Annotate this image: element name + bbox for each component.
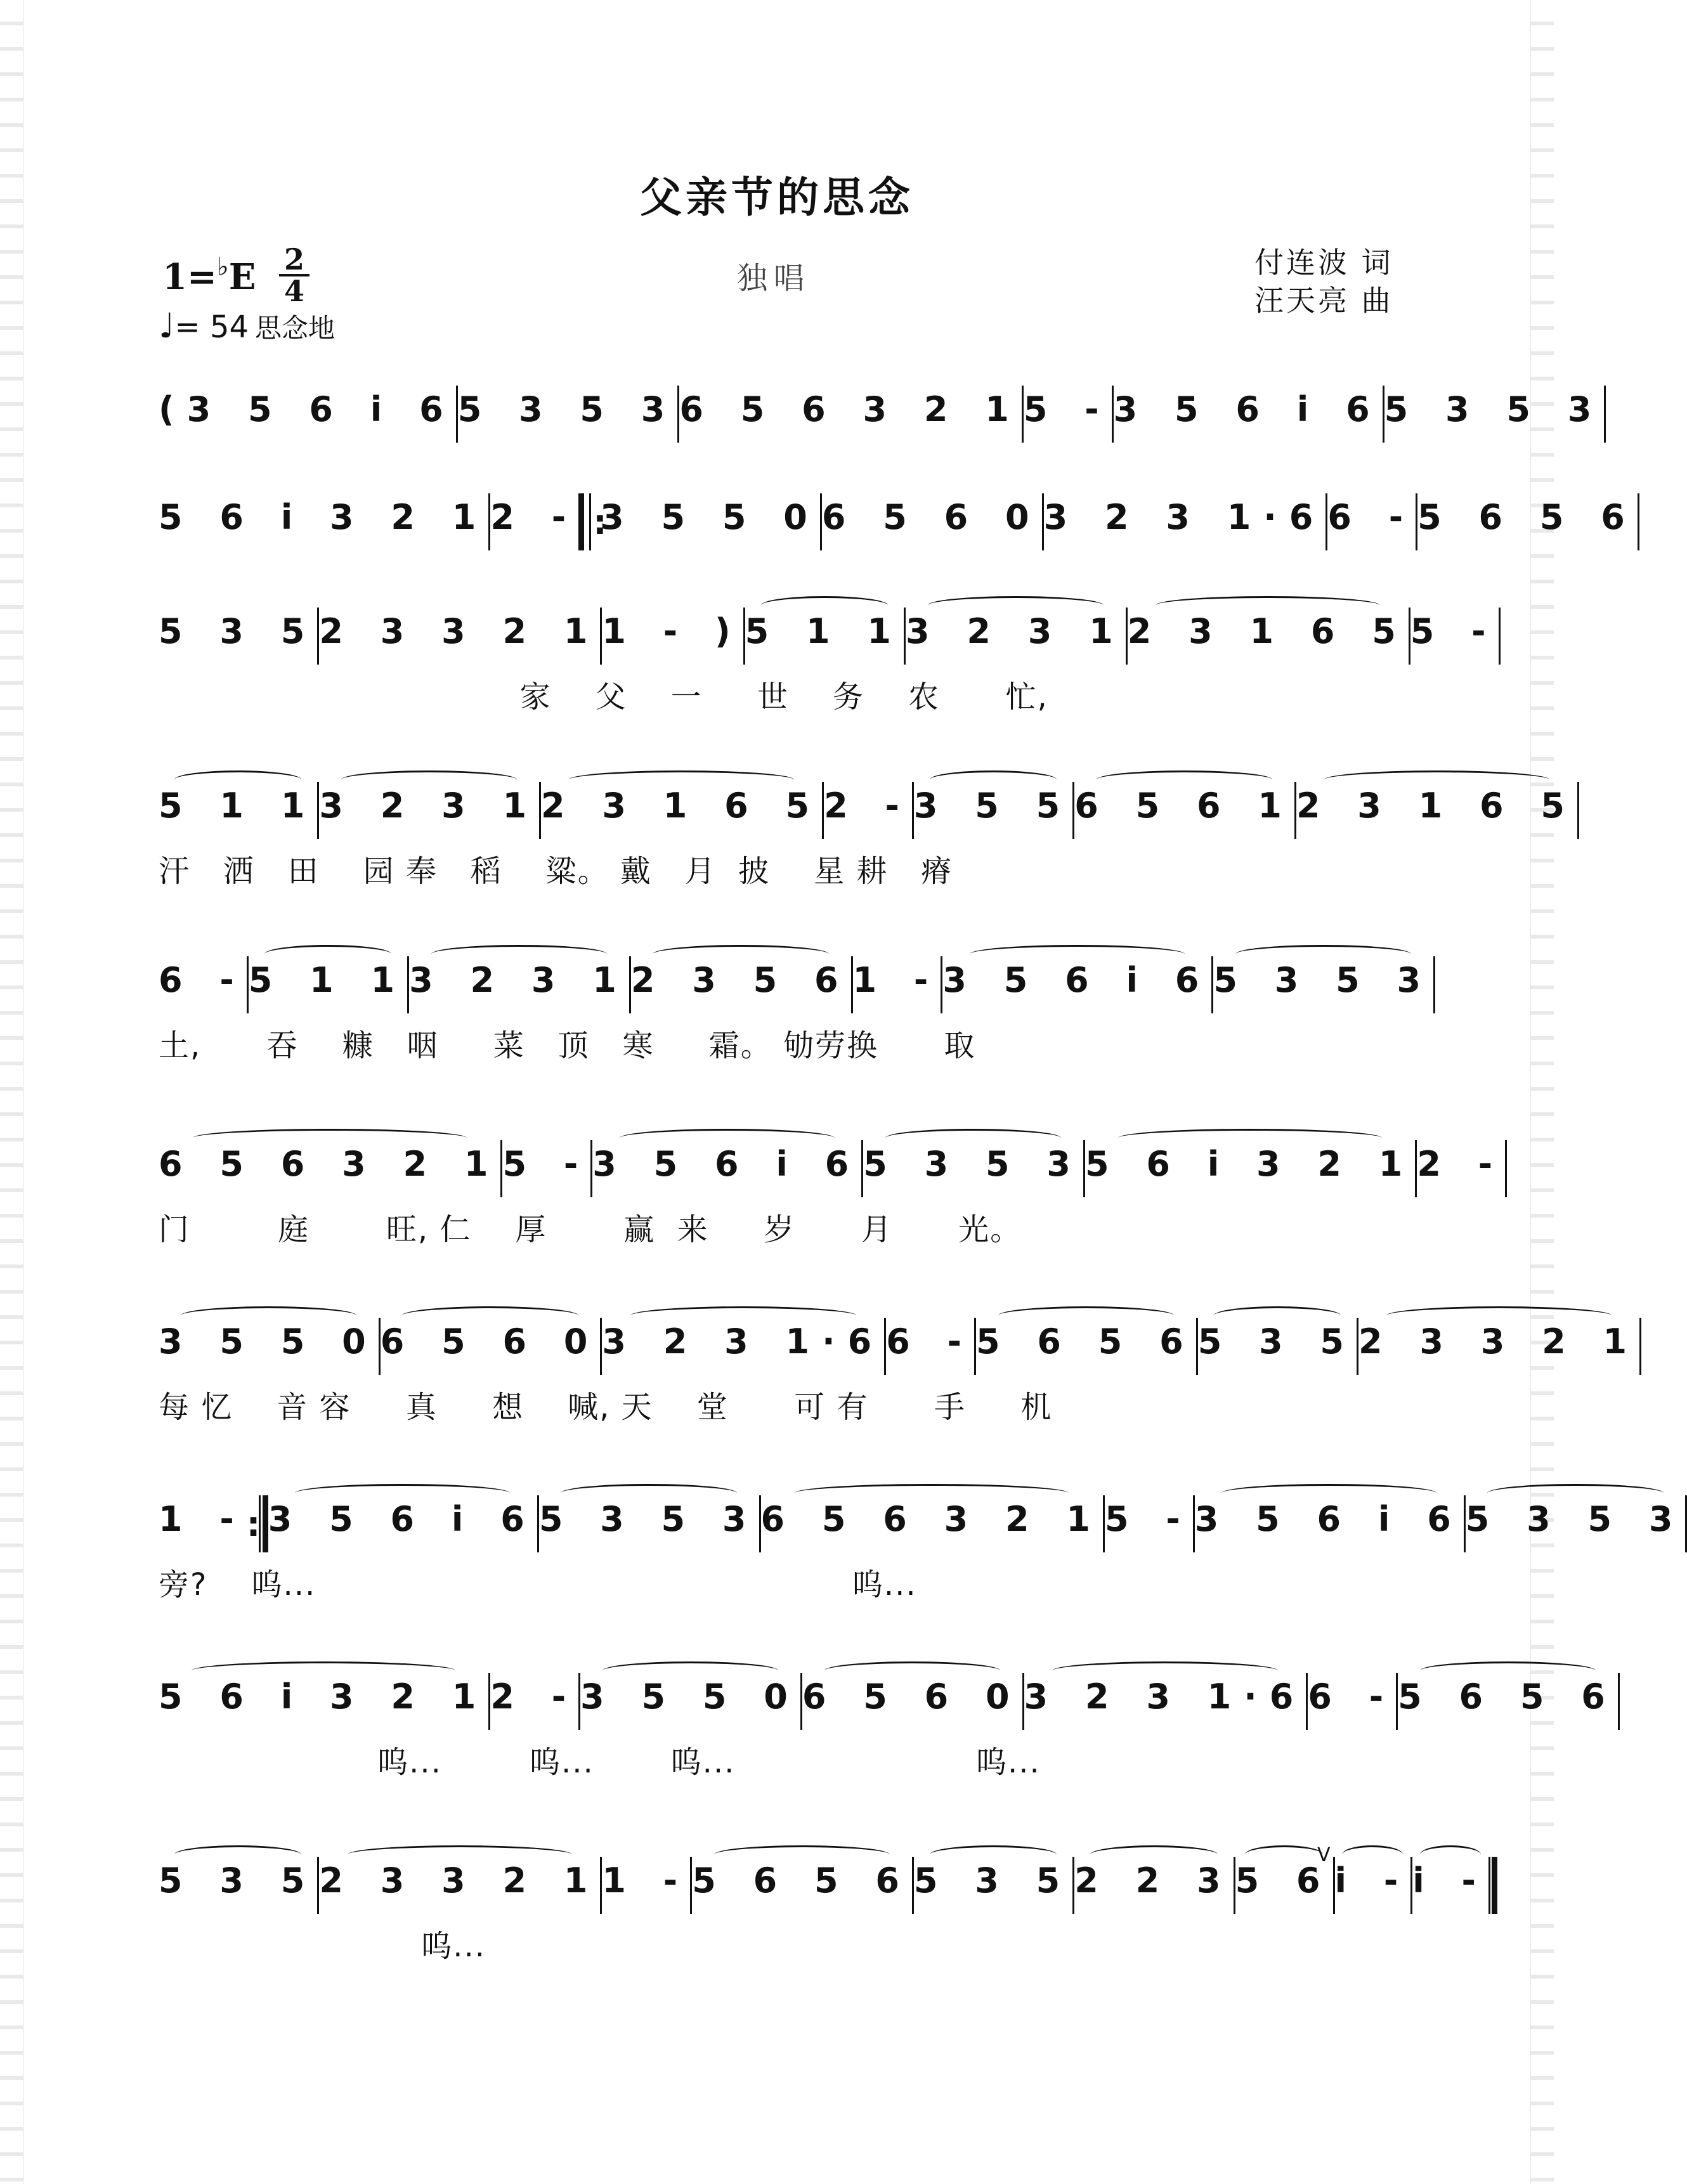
score-row [159, 770, 1578, 897]
measure [1327, 482, 1416, 558]
measure-notes: 5 3 5 3 [863, 1144, 1083, 1184]
measure [631, 945, 851, 1021]
measure [802, 1661, 1022, 1738]
score-row [159, 1661, 1618, 1788]
barline [1577, 782, 1579, 839]
measure [863, 1129, 1083, 1205]
measure [159, 374, 456, 450]
measure-notes: 6 5 6 0 [821, 497, 1042, 537]
measure [159, 482, 488, 558]
lyrics-line: 门 庭 旺, 仁 厚 赢 来 岁 月 光。 [159, 1212, 1022, 1247]
measure-notes: 1 - [159, 1499, 247, 1539]
measure-notes: 6 5 6 3 2 1 [760, 1499, 1103, 1539]
score-row [159, 945, 1434, 1072]
measure-notes: 3 5 6 i 6 [592, 1144, 862, 1184]
measure-notes: 2 - [490, 1677, 579, 1717]
tempo-marking: ♩= 54 思念地 [159, 306, 335, 346]
breath-mark: V [1317, 1844, 1331, 1866]
barline [1505, 1140, 1507, 1197]
measure [490, 482, 578, 558]
measure [458, 374, 678, 450]
measure-notes: 5 - [1410, 611, 1499, 651]
measure-notes: 2 - [1417, 1144, 1506, 1184]
measure-notes: 5 3 5 [913, 1861, 1073, 1901]
measure-notes: 6 - [886, 1322, 974, 1362]
measure-notes: 5 3 5 [159, 611, 318, 651]
measure-notes: 2 2 3 [1074, 1861, 1234, 1901]
measure [761, 1484, 1103, 1560]
score-row [159, 1306, 1640, 1433]
repeat-end-barline [247, 1495, 268, 1552]
staff-line [159, 1129, 1506, 1205]
barline [1639, 1318, 1641, 1375]
measure [1466, 1484, 1686, 1560]
measure [692, 1845, 912, 1921]
measure-notes: 5 6 5 6 [975, 1322, 1196, 1362]
measure-notes: 2 - [490, 497, 579, 537]
measure [409, 945, 629, 1021]
measure-notes: (3 5 6 i 6 [159, 389, 456, 429]
quarter-note-icon: ♩ [159, 306, 175, 346]
staff-line [159, 945, 1434, 1021]
measure [886, 1306, 974, 1382]
measure [1044, 482, 1326, 558]
measure [600, 482, 820, 558]
measure-notes: 5 - [1023, 389, 1112, 429]
lyrics-line: 汗 洒 田 园 奉 稻 粱。 戴 月 披 星 耕 瘠 [159, 854, 953, 889]
measure [942, 945, 1211, 1021]
measure [502, 1129, 590, 1205]
staff-line [159, 1661, 1618, 1738]
measure [1398, 1661, 1618, 1738]
measure [1235, 1845, 1333, 1921]
measure [1308, 1661, 1396, 1738]
right-margin-strip [1530, 0, 1554, 2184]
measure [745, 596, 904, 672]
measure [1074, 1845, 1233, 1921]
measure-notes: 5 - [502, 1144, 591, 1184]
measure-notes: 5 6 5 6 [692, 1861, 912, 1901]
measure-notes: 2 3 3 2 1 [1358, 1322, 1640, 1362]
measure-notes: i - [1334, 1861, 1411, 1901]
measure-notes: 1 - ) [602, 611, 743, 651]
measure [824, 770, 912, 847]
measure-notes: 3 2 3 1 [409, 960, 629, 1000]
measure-notes: 5 3 5 3 [1213, 960, 1434, 1000]
staff-line [159, 1844, 1488, 1921]
measure-notes: 5 1 1 [159, 786, 318, 826]
barline [1638, 493, 1639, 550]
score-row [159, 596, 1499, 723]
measure-notes: 5 3 5 3 [538, 1499, 759, 1539]
score-row [159, 1129, 1506, 1256]
measure [602, 1845, 690, 1921]
measure [1024, 1661, 1306, 1738]
measure-notes: 3 5 5 0 [600, 497, 820, 537]
measure [381, 1306, 601, 1382]
measure-notes: 3 5 5 [913, 786, 1073, 826]
measure [319, 770, 539, 847]
measure [1074, 770, 1294, 847]
song-title: 父亲节的思念 [640, 173, 914, 222]
measure [249, 945, 407, 1021]
measure [1410, 596, 1499, 672]
measure [268, 1484, 537, 1560]
measure-notes: 1 - [852, 960, 941, 1000]
measure-notes: 3 5 5 0 [580, 1677, 800, 1717]
measure-notes: 3 2 3 1 [319, 786, 540, 826]
measure-notes: 5 - [1104, 1499, 1193, 1539]
score-row [159, 1844, 1488, 1972]
measure [1114, 374, 1383, 450]
measure-notes: 3 5 6 i 6 [1194, 1499, 1464, 1539]
measure [914, 770, 1072, 847]
barline [1499, 608, 1501, 665]
measure [679, 374, 1021, 450]
measure-notes: 5 6 [1235, 1861, 1333, 1901]
measure [580, 1661, 800, 1738]
measure [490, 1661, 578, 1738]
measure [539, 1484, 759, 1560]
measure [602, 1306, 884, 1382]
lyrics-line: 家 父 一 世 务 农 忙, [159, 679, 1048, 715]
measure-notes: 6 - [1308, 1677, 1397, 1717]
measure [976, 1306, 1196, 1382]
measure-notes: 5 3 5 3 [1465, 1499, 1686, 1539]
measure [159, 770, 317, 847]
measure [1128, 596, 1409, 672]
staff-line [159, 1484, 1686, 1560]
lyricist-credit: 付连波 词 [1254, 245, 1393, 280]
measure-notes: 2 3 3 2 1 [319, 1861, 601, 1901]
measure-notes: 3 2 3 1·6 [1024, 1677, 1306, 1717]
measure-notes: 5 6 5 6 [1417, 497, 1638, 537]
measure [159, 1484, 247, 1560]
lyrics-line: 土, 吞 糠 咽 菜 顶 寒 霜。 劬劳换 取 [159, 1028, 976, 1063]
measure [1024, 374, 1112, 450]
measure [159, 1129, 500, 1205]
staff-line [159, 1306, 1640, 1382]
measure [159, 1845, 317, 1921]
measure-notes: 5 6 i 3 2 1 [159, 497, 489, 537]
measure [914, 1845, 1072, 1921]
lyrics-line: 每 忆 音 容 真 想 喊, 天 堂 可 有 手 机 [159, 1389, 1053, 1425]
barline [1618, 1673, 1620, 1730]
measure-notes: 1 - [602, 1861, 691, 1901]
measure-notes: 2 3 3 2 1 [319, 611, 601, 651]
measure-notes: 6 5 6 3 2 1 [679, 389, 1022, 429]
measure-notes: 5 3 5 [159, 1861, 318, 1901]
measure-notes: 3 5 5 0 [159, 1322, 379, 1362]
staff-line [159, 770, 1578, 847]
measure [1412, 1845, 1488, 1921]
measure [159, 945, 247, 1021]
measure [1195, 1484, 1464, 1560]
measure [853, 945, 941, 1021]
measure-notes: 5 3 5 3 [1384, 389, 1605, 429]
measure-notes: 5 6 5 6 [1398, 1677, 1618, 1717]
staff-line [159, 482, 1638, 558]
measure [159, 1661, 488, 1738]
measure-notes: 3 2 3 1·6 [1043, 497, 1326, 537]
composer-credit: 汪天亮 曲 [1254, 283, 1393, 318]
left-margin-strip [0, 0, 23, 2184]
score-row [159, 1484, 1686, 1611]
measure [1105, 1484, 1193, 1560]
measure [319, 1845, 600, 1921]
measure [1335, 1845, 1411, 1921]
measure-notes: 5 1 1 [248, 960, 408, 1000]
measure-notes: 3 5 6 i 6 [268, 1499, 537, 1539]
measure [1417, 482, 1638, 558]
lyrics-line: 呜... [159, 1928, 486, 1964]
measure-notes: 2 3 5 6 [630, 960, 851, 1000]
barline [1604, 386, 1606, 443]
measure-notes: i - [1412, 1861, 1488, 1901]
measure [906, 596, 1126, 672]
measure-notes: 6 5 6 1 [1074, 786, 1294, 826]
measure-notes: 2 3 1 6 5 [1296, 786, 1578, 826]
score-row [159, 482, 1638, 609]
measure-notes: 6 - [1327, 497, 1416, 537]
measure-notes: 3 5 6 i 6 [942, 960, 1212, 1000]
measure-notes: 6 5 6 0 [380, 1322, 601, 1362]
staff-line [159, 374, 1605, 450]
measure-notes: 6 5 6 0 [802, 1677, 1022, 1717]
repeat-start-barline [578, 493, 600, 550]
measure [1384, 374, 1605, 450]
lyrics-line: 旁? 呜... 呜... [159, 1567, 917, 1602]
measure-notes: 3 2 3 1 [906, 611, 1126, 651]
time-signature: 2 4 [279, 246, 309, 304]
measure [159, 1306, 379, 1382]
measure-notes: 5 1 1 [745, 611, 904, 651]
measure-notes: 2 - [824, 786, 912, 826]
measure-notes: 5 3 5 [1197, 1322, 1357, 1362]
measure [1358, 1306, 1639, 1382]
measure-notes: 3 5 6 i 6 [1113, 389, 1383, 429]
measure [1417, 1129, 1505, 1205]
measure-notes: 2 3 1 6 5 [1127, 611, 1409, 651]
lyrics-line: 呜... 呜... 呜... 呜... [159, 1745, 1041, 1780]
key-signature: 1=♭E [162, 252, 256, 298]
measure-notes: 5 6 i 3 2 1 [159, 1677, 489, 1717]
measure [1213, 945, 1433, 1021]
performance-mode: 独唱 [737, 261, 811, 296]
measure [159, 596, 317, 672]
measure [319, 596, 600, 672]
measure-notes: 3 2 3 1·6 [602, 1322, 885, 1362]
measure [592, 1129, 861, 1205]
barline [1433, 956, 1435, 1013]
measure-notes: 5 3 5 3 [457, 389, 678, 429]
measure [1296, 770, 1577, 847]
measure-notes: 6 5 6 3 2 1 [159, 1144, 501, 1184]
staff-line [159, 596, 1499, 672]
measure-notes: 6 - [159, 960, 247, 1000]
measure-notes: 2 3 1 6 5 [541, 786, 823, 826]
measure [822, 482, 1042, 558]
measure [602, 596, 743, 672]
measure [541, 770, 822, 847]
final-barline [1488, 1857, 1497, 1914]
measure [1085, 1129, 1415, 1205]
measure-notes: 5 6 i 3 2 1 [1084, 1144, 1416, 1184]
measure [1198, 1306, 1357, 1382]
